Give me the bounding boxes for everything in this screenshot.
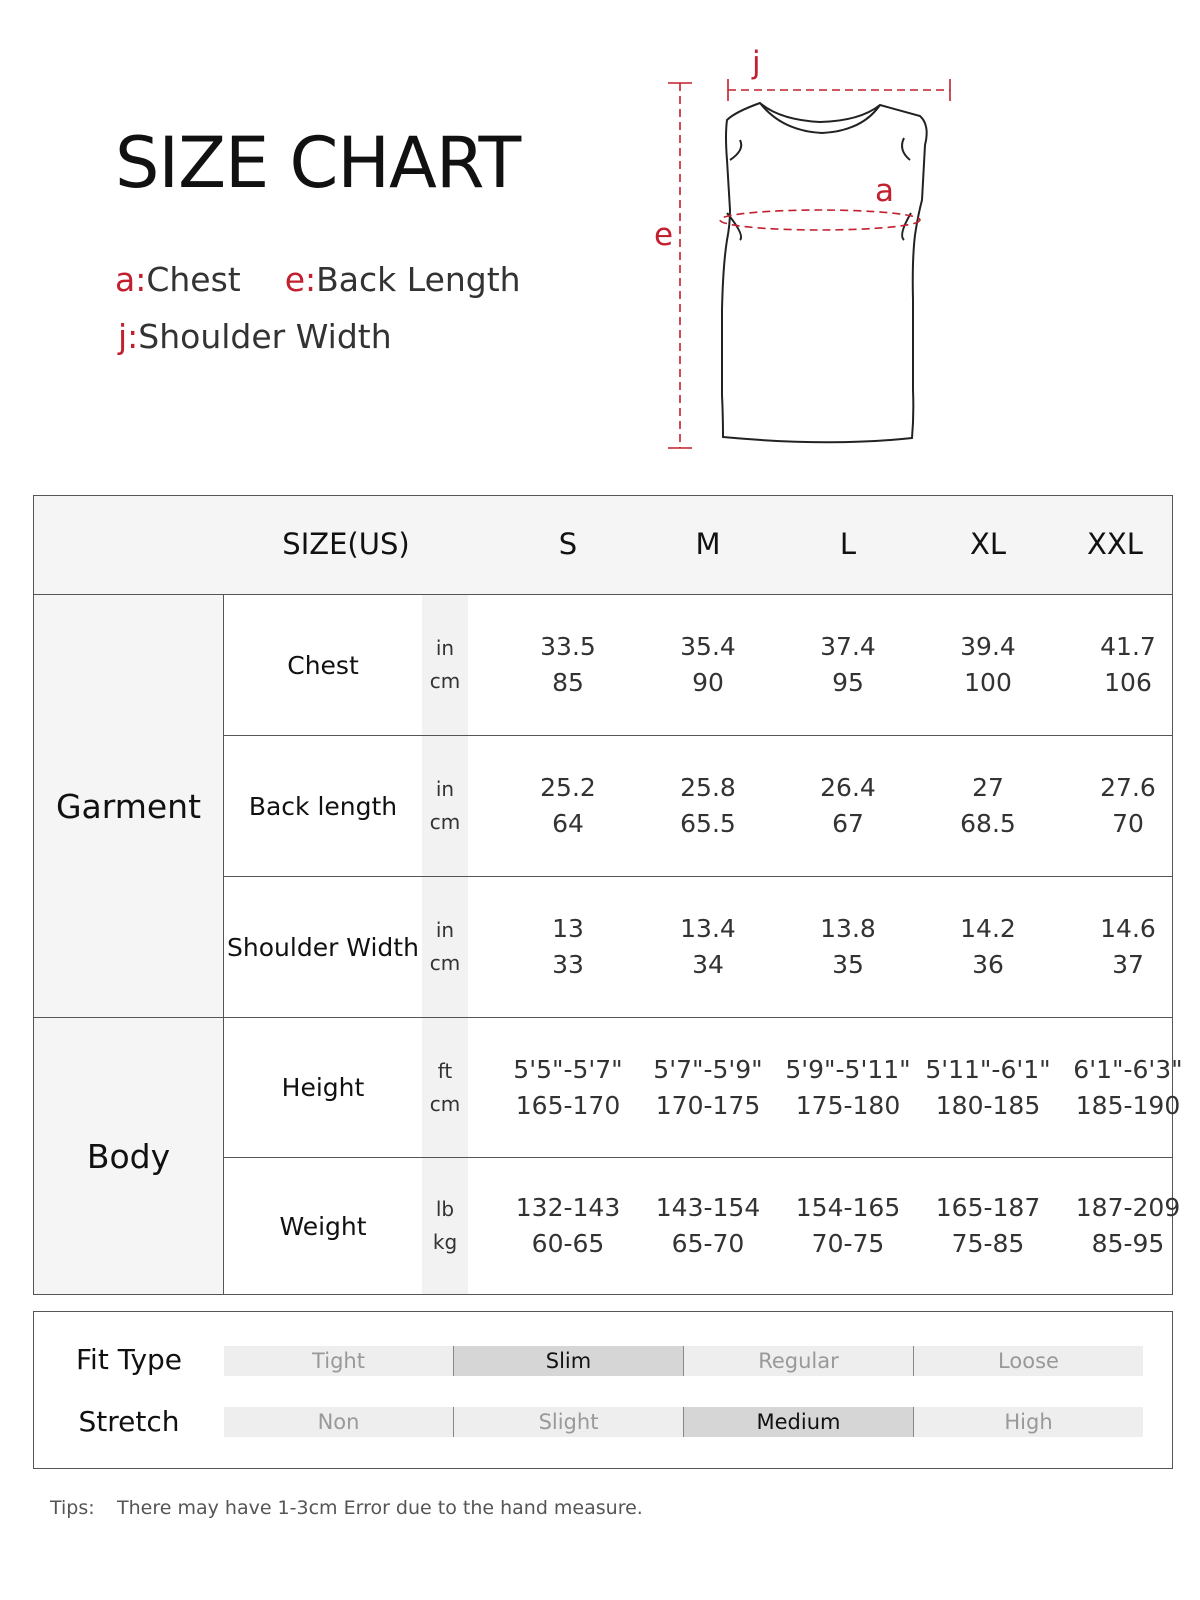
- group-body: Body: [34, 1018, 224, 1294]
- table-row: [224, 1158, 1181, 1294]
- value-secondary: 165-170: [515, 1090, 621, 1120]
- value-cell: [1058, 736, 1198, 876]
- value-secondary: 37: [1112, 950, 1144, 979]
- size-header-s: S: [558, 527, 578, 561]
- value-primary: 13.4: [680, 914, 736, 943]
- legend-label: Shoulder Width: [138, 317, 392, 356]
- value-primary: 5'5"-5'7": [513, 1054, 623, 1084]
- value-primary: 27.6: [1100, 773, 1156, 802]
- value-cell: [778, 877, 918, 1017]
- value-primary: 14.2: [960, 914, 1016, 943]
- fit-type-option-slim: Slim: [454, 1346, 684, 1376]
- value-primary: 13: [552, 914, 584, 943]
- size-header-xl: XL: [969, 527, 1007, 561]
- value-primary: 187-209: [1075, 1193, 1181, 1222]
- tips-label: Tips:: [50, 1497, 95, 1519]
- value-cell: [918, 1158, 1058, 1294]
- value-secondary: 75-85: [951, 1229, 1025, 1258]
- legend-key: j:: [118, 317, 139, 356]
- value-secondary: 175-180: [795, 1090, 901, 1120]
- legend-back-length: [285, 260, 521, 299]
- diagram-label-j: j: [752, 45, 761, 81]
- value-cell: [1058, 877, 1198, 1017]
- value-secondary: 180-185: [935, 1090, 1041, 1120]
- value-primary: 27: [972, 773, 1004, 802]
- unit-label: cm: [429, 951, 461, 975]
- unit-column: [422, 1158, 468, 1294]
- unit-label: in: [435, 636, 455, 660]
- value-cell: [918, 595, 1058, 735]
- stretch-option-non: Non: [224, 1407, 454, 1437]
- value-secondary: 68.5: [960, 809, 1016, 838]
- value-secondary: 70: [1112, 809, 1144, 838]
- tank-top-outline: [722, 103, 927, 442]
- value-primary: 5'11"-6'1": [925, 1054, 1051, 1084]
- value-secondary: 185-190: [1075, 1090, 1181, 1120]
- value-primary: 13.8: [820, 914, 876, 943]
- value-secondary: 85-95: [1091, 1229, 1165, 1258]
- size-table: [33, 495, 1183, 1295]
- stretch-label: Stretch: [78, 1405, 180, 1438]
- table-row: [224, 736, 1172, 877]
- value-secondary: 106: [1104, 668, 1152, 697]
- legend-row-1: [115, 260, 565, 299]
- measure-lines: [668, 79, 950, 448]
- stretch-option-slight: Slight: [454, 1407, 684, 1437]
- fit-type-option-tight: Tight: [224, 1346, 454, 1376]
- table-row: [224, 595, 1172, 736]
- value-cell: [638, 1158, 778, 1294]
- value-secondary: 65.5: [680, 809, 736, 838]
- legend-label: Chest: [146, 260, 241, 299]
- value-secondary: 85: [552, 668, 584, 697]
- table-row: [224, 1018, 1183, 1158]
- value-primary: 6'1"-6'3": [1073, 1054, 1183, 1084]
- value-cell: [498, 595, 638, 735]
- value-cell: [498, 736, 638, 876]
- legend-row-2: [118, 317, 392, 356]
- value-primary: 26.4: [820, 773, 876, 802]
- value-cell: [638, 1018, 778, 1157]
- value-secondary: 36: [972, 950, 1004, 979]
- value-primary: 41.7: [1100, 632, 1156, 661]
- value-cell: [778, 1018, 918, 1157]
- value-cell: [498, 1018, 638, 1157]
- size-header-xxl: XXL: [1087, 527, 1143, 561]
- value-primary: 25.8: [680, 773, 736, 802]
- legend-label: Back Length: [316, 260, 521, 299]
- table-header: [34, 496, 1172, 595]
- stretch-scale: [224, 1407, 1143, 1437]
- unit-column: [422, 877, 468, 1017]
- value-cell: [1058, 1018, 1198, 1157]
- legend-key: a:: [115, 260, 147, 299]
- unit-label: in: [435, 777, 455, 801]
- table-row: [224, 877, 1172, 1018]
- value-primary: 14.6: [1100, 914, 1156, 943]
- value-secondary: 60-65: [531, 1229, 605, 1258]
- value-cell: [1058, 1158, 1198, 1294]
- unit-label: cm: [429, 669, 461, 693]
- fit-type-option-loose: Loose: [914, 1346, 1143, 1376]
- diagram-label-a: a: [875, 173, 894, 209]
- value-secondary: 95: [832, 668, 864, 697]
- unit-label: in: [435, 918, 455, 942]
- row-label: Height: [281, 1073, 365, 1102]
- value-cell: [778, 1158, 918, 1294]
- row-label: Chest: [287, 650, 359, 680]
- size-us-header: SIZE(US): [282, 527, 410, 561]
- group-garment: Garment: [34, 595, 224, 1018]
- fit-type-label: Fit Type: [75, 1343, 183, 1376]
- value-cell: [638, 736, 778, 876]
- stretch-option-high: High: [914, 1407, 1143, 1437]
- value-primary: 143-154: [655, 1193, 761, 1222]
- unit-column: [422, 1018, 468, 1157]
- value-secondary: 170-175: [655, 1090, 761, 1120]
- value-secondary: 65-70: [671, 1229, 745, 1258]
- value-primary: 5'7"-5'9": [653, 1054, 763, 1084]
- fit-type-scale: [224, 1346, 1143, 1376]
- value-cell: [918, 736, 1058, 876]
- value-secondary: 100: [964, 668, 1012, 697]
- value-primary: 5'9"-5'11": [785, 1054, 911, 1084]
- value-cell: [778, 736, 918, 876]
- unit-column: [422, 736, 468, 876]
- fit-type-option-regular: Regular: [684, 1346, 914, 1376]
- size-header-l: L: [839, 527, 857, 561]
- value-secondary: 64: [552, 809, 584, 838]
- value-cell: [498, 877, 638, 1017]
- legend-chest: [115, 260, 241, 299]
- unit-label: lb: [435, 1197, 455, 1221]
- value-cell: [918, 877, 1058, 1017]
- unit-label: cm: [429, 1091, 461, 1116]
- value-primary: 39.4: [960, 632, 1016, 661]
- value-cell: [918, 1018, 1058, 1157]
- value-secondary: 67: [832, 809, 864, 838]
- value-cell: [498, 1158, 638, 1294]
- unit-column: [422, 595, 468, 735]
- row-label: Back length: [248, 791, 398, 821]
- value-secondary: 70-75: [811, 1229, 885, 1258]
- value-secondary: 34: [692, 950, 724, 979]
- row-label: Shoulder Width: [227, 932, 419, 962]
- diagram-label-e: e: [654, 217, 674, 253]
- legend-key: e:: [284, 260, 317, 299]
- value-primary: 33.5: [540, 632, 596, 661]
- tips-text: There may have 1-3cm Error due to the hand measure.: [117, 1497, 643, 1519]
- value-secondary: 35: [832, 950, 864, 979]
- value-primary: 154-165: [795, 1193, 901, 1222]
- size-header-m: M: [695, 527, 721, 561]
- fit-panel: [33, 1311, 1173, 1469]
- value-cell: [638, 595, 778, 735]
- value-cell: [638, 877, 778, 1017]
- tips-note: [50, 1497, 643, 1519]
- value-secondary: 90: [692, 668, 724, 697]
- value-cell: [1058, 595, 1198, 735]
- value-primary: 165-187: [935, 1193, 1041, 1222]
- value-primary: 132-143: [515, 1193, 621, 1222]
- value-cell: [778, 595, 918, 735]
- unit-label: cm: [429, 810, 461, 834]
- value-secondary: 33: [552, 950, 584, 979]
- unit-label: kg: [432, 1230, 458, 1254]
- value-primary: 25.2: [540, 773, 596, 802]
- value-primary: 37.4: [820, 632, 876, 661]
- stretch-option-medium: Medium: [684, 1407, 914, 1437]
- row-label: Weight: [279, 1211, 367, 1241]
- value-primary: 35.4: [680, 632, 736, 661]
- tank-top-diagram: [0, 0, 1200, 470]
- unit-label: ft: [437, 1058, 453, 1083]
- page-title: SIZE CHART: [115, 122, 521, 204]
